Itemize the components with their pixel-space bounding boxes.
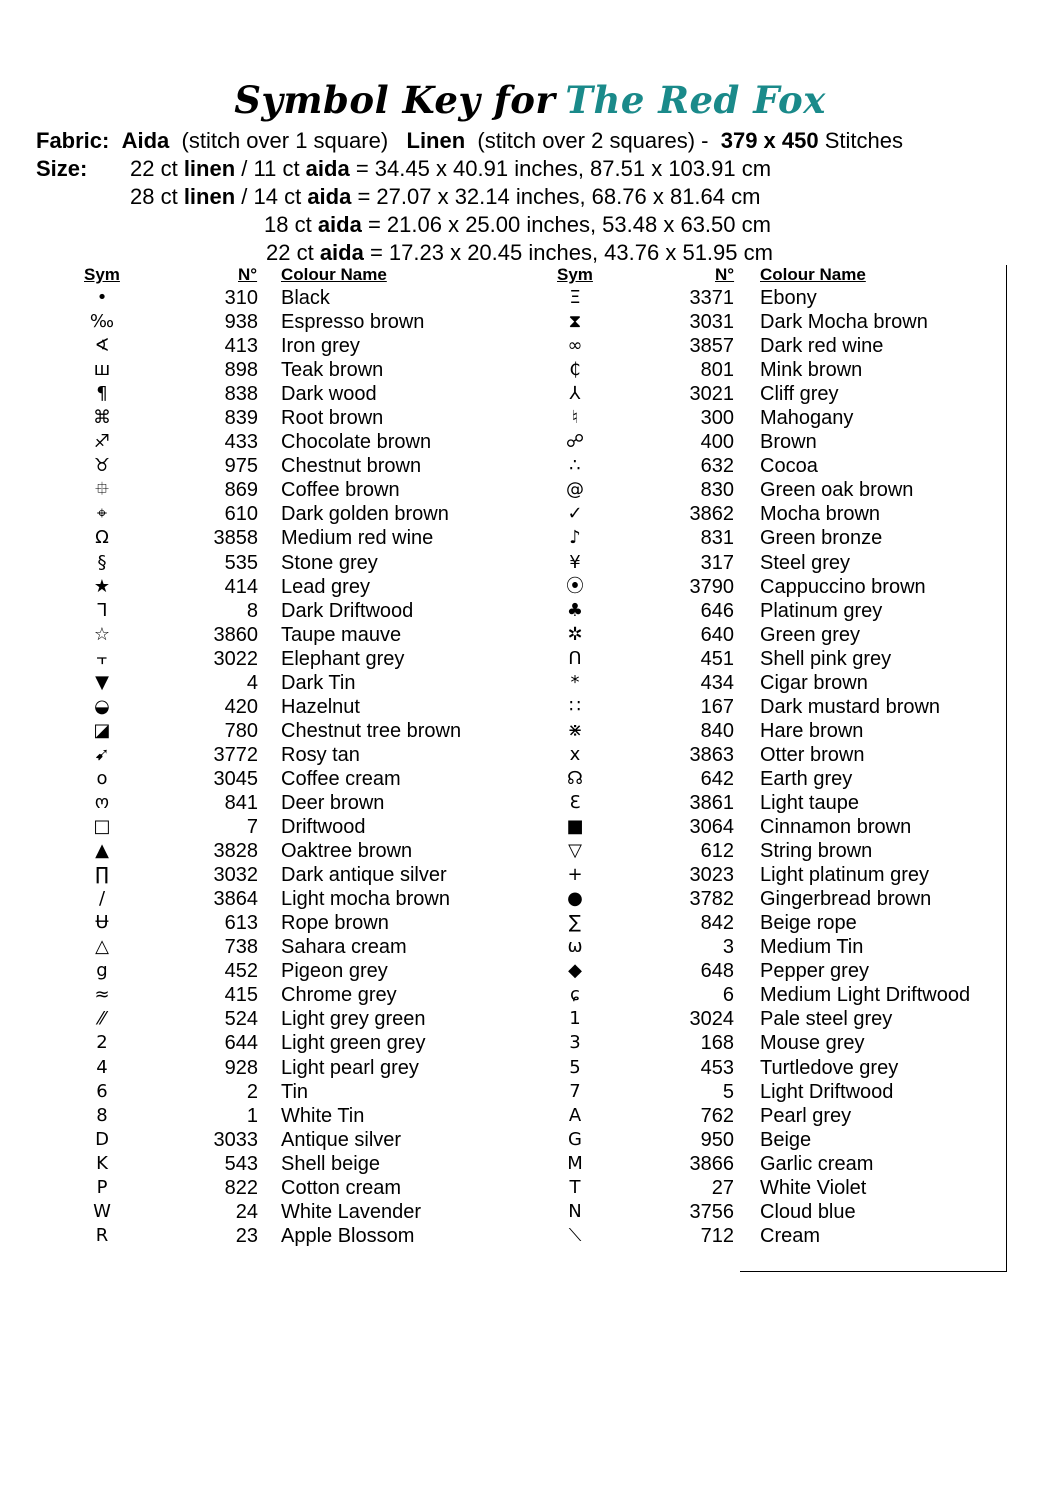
floss-number: 3021 bbox=[689, 383, 734, 406]
colour-name: Turtledove grey bbox=[760, 1056, 899, 1079]
floss-number: 822 bbox=[224, 1176, 258, 1199]
header-sym-left: Sym bbox=[84, 265, 120, 284]
colour-name: Pigeon grey bbox=[281, 960, 388, 983]
colour-name: Cream bbox=[760, 1224, 821, 1247]
symbol: ♪ bbox=[569, 527, 581, 549]
symbol: ✓ bbox=[567, 503, 583, 525]
floss-number: 3023 bbox=[689, 864, 734, 887]
symbol: ‰ bbox=[89, 311, 115, 333]
symbol: Ω bbox=[95, 527, 109, 549]
colour-name: Chestnut tree brown bbox=[281, 719, 462, 742]
floss-number: 24 bbox=[235, 1200, 258, 1223]
colour-name: Light mocha brown bbox=[281, 888, 450, 911]
symbol: ∷ bbox=[569, 695, 581, 717]
colour-name: Pepper grey bbox=[760, 960, 869, 983]
floss-number: 831 bbox=[700, 527, 734, 550]
colour-name: Cotton cream bbox=[281, 1176, 402, 1199]
colour-name: Sahara cream bbox=[281, 936, 407, 959]
title-prefix: Symbol Key for bbox=[234, 78, 556, 122]
symbol: ⅄ bbox=[569, 383, 581, 405]
colour-name: Mocha brown bbox=[760, 503, 881, 526]
symbol: * bbox=[570, 671, 580, 693]
symbol: ➹ bbox=[94, 743, 110, 765]
colour-name: Stone grey bbox=[281, 551, 378, 574]
floss-number: 738 bbox=[224, 936, 258, 959]
symbol: § bbox=[97, 551, 107, 573]
symbol: 8 bbox=[96, 1104, 108, 1126]
colour-name: Dark Tin bbox=[281, 671, 356, 694]
symbol: ♮ bbox=[571, 407, 579, 429]
symbol: ♐ bbox=[93, 431, 111, 453]
colour-name: Tin bbox=[281, 1080, 309, 1103]
colour-name: Medium red wine bbox=[281, 527, 434, 550]
colour-name: Elephant grey bbox=[281, 647, 405, 670]
floss-number: 648 bbox=[700, 960, 734, 983]
symbol: M bbox=[567, 1152, 583, 1174]
colour-name: Steel grey bbox=[760, 551, 851, 574]
symbol: □ bbox=[93, 816, 111, 838]
floss-number: 612 bbox=[700, 840, 734, 863]
symbol: ☊ bbox=[567, 767, 583, 789]
floss-number: 640 bbox=[700, 623, 734, 646]
colour-name: Pearl grey bbox=[760, 1104, 852, 1127]
symbol: ■ bbox=[566, 816, 584, 838]
symbol: Ʉ bbox=[95, 912, 109, 934]
fabric-linen-note: (stitch over 2 squares) - bbox=[477, 128, 709, 153]
floss-number: 830 bbox=[700, 479, 734, 502]
symbol: ⋇ bbox=[567, 719, 583, 741]
floss-number: 898 bbox=[224, 359, 258, 382]
symbol: T bbox=[569, 1176, 581, 1198]
colour-name: Driftwood bbox=[281, 816, 366, 839]
symbol: ≈ bbox=[94, 984, 110, 1006]
symbol: ɕ bbox=[570, 984, 580, 1006]
floss-number: 3045 bbox=[213, 767, 258, 790]
fabric-linen: Linen bbox=[406, 128, 466, 153]
symbol: ☍ bbox=[565, 431, 585, 453]
floss-number: 1 bbox=[246, 1104, 258, 1127]
symbol: ⧗ bbox=[568, 311, 582, 333]
colour-name: Beige rope bbox=[760, 912, 857, 935]
symbol: / bbox=[98, 888, 106, 910]
colour-name: Garlic cream bbox=[760, 1152, 874, 1175]
symbol: + bbox=[567, 864, 583, 886]
floss-number: 3033 bbox=[213, 1128, 258, 1151]
colour-name: Coffee cream bbox=[281, 767, 401, 790]
floss-number: 975 bbox=[224, 455, 258, 478]
symbol: ▲ bbox=[95, 840, 109, 862]
colour-name: Rosy tan bbox=[281, 743, 360, 766]
colour-name: Beige bbox=[760, 1128, 812, 1151]
fabric-aida: Aida bbox=[121, 128, 170, 153]
symbol: ⯐ bbox=[95, 479, 109, 501]
colour-name: Shell beige bbox=[281, 1152, 380, 1175]
floss-number: 524 bbox=[224, 1008, 258, 1031]
page-title bbox=[0, 78, 1060, 122]
floss-number: 644 bbox=[224, 1032, 258, 1055]
floss-number: 3031 bbox=[689, 311, 734, 334]
colour-name: Green oak brown bbox=[760, 479, 914, 502]
floss-number: 869 bbox=[224, 479, 258, 502]
symbol: R bbox=[95, 1224, 109, 1246]
floss-number: 3828 bbox=[213, 840, 258, 863]
header-name-right: Colour Name bbox=[760, 265, 866, 284]
floss-number: 168 bbox=[700, 1032, 734, 1055]
symbol: P bbox=[96, 1176, 108, 1198]
pattern-name: The Red Fox bbox=[565, 78, 826, 122]
colour-name: Otter brown bbox=[760, 743, 865, 766]
colour-name: Brown bbox=[760, 431, 817, 454]
floss-number: 3862 bbox=[689, 503, 734, 526]
floss-number: 23 bbox=[235, 1224, 258, 1247]
symbol: ★ bbox=[93, 575, 111, 597]
floss-number: 434 bbox=[700, 671, 734, 694]
size-label: Size: bbox=[36, 156, 88, 181]
colour-name: Dark Driftwood bbox=[281, 599, 414, 622]
colour-name: Earth grey bbox=[760, 767, 853, 790]
colour-name: Medium Light Driftwood bbox=[760, 984, 971, 1007]
colour-name: Espresso brown bbox=[281, 311, 425, 334]
header-num-right: N° bbox=[715, 265, 735, 284]
symbol: 4 bbox=[96, 1056, 108, 1078]
symbol: g bbox=[96, 960, 108, 982]
colour-name: Shell pink grey bbox=[760, 647, 892, 670]
symbol: ⌘ bbox=[93, 407, 111, 429]
symbol: W bbox=[93, 1200, 111, 1222]
fabric-label: Fabric: bbox=[36, 128, 110, 153]
colour-name: Dark Mocha brown bbox=[760, 311, 928, 334]
colour-name: White Tin bbox=[281, 1104, 365, 1127]
floss-number: 938 bbox=[224, 311, 258, 334]
size-line-1: 22 ct linen / 11 ct aida = 34.45 x 40.91 inches, 87.51 x 103.91 cm bbox=[130, 156, 772, 181]
symbol: ● bbox=[567, 888, 583, 910]
symbol: @ bbox=[566, 479, 584, 501]
symbol: ш bbox=[93, 359, 111, 381]
symbol: N bbox=[568, 1200, 582, 1222]
floss-number: 841 bbox=[224, 791, 258, 814]
symbol: ◪ bbox=[93, 719, 111, 741]
colour-name: Lead grey bbox=[281, 575, 370, 598]
symbol: x bbox=[569, 743, 581, 765]
floss-number: 413 bbox=[224, 335, 258, 358]
colour-name: Cliff grey bbox=[760, 383, 839, 406]
floss-number: 7 bbox=[246, 816, 258, 839]
symbol: ∑ bbox=[568, 912, 582, 934]
floss-number: 839 bbox=[224, 407, 258, 430]
symbol: ⁄⁄ bbox=[98, 1008, 105, 1030]
symbol: ▼ bbox=[95, 671, 109, 693]
floss-number: 3022 bbox=[213, 647, 258, 670]
floss-number: 3024 bbox=[689, 1008, 734, 1031]
colour-name: Teak brown bbox=[281, 359, 384, 382]
colour-name: Light platinum grey bbox=[760, 864, 929, 887]
symbol: ☆ bbox=[93, 623, 111, 645]
floss-number: 3858 bbox=[213, 527, 258, 550]
floss-number: 3863 bbox=[689, 743, 734, 766]
symbol: 1 bbox=[569, 1008, 581, 1030]
floss-number: 167 bbox=[700, 695, 734, 718]
symbol: ∴ bbox=[569, 455, 581, 477]
symbol: ♣ bbox=[566, 599, 584, 621]
symbol: ▽ bbox=[568, 840, 582, 862]
fabric-line bbox=[36, 128, 903, 154]
colour-name: Chocolate brown bbox=[281, 431, 432, 454]
stitch-label: Stitches bbox=[824, 128, 903, 153]
colour-name: Mouse grey bbox=[760, 1032, 865, 1055]
floss-number: 613 bbox=[224, 912, 258, 935]
symbol: • bbox=[96, 287, 108, 308]
colour-name: Green bronze bbox=[760, 527, 883, 550]
colour-name: Dark antique silver bbox=[281, 864, 447, 887]
floss-number: 3860 bbox=[213, 623, 258, 646]
floss-number: 452 bbox=[224, 960, 258, 983]
symbol: ◒ bbox=[94, 695, 110, 717]
symbol: ¶ bbox=[96, 383, 108, 405]
floss-number: 6 bbox=[722, 984, 734, 1007]
floss-number: 762 bbox=[700, 1104, 734, 1127]
symbol: ∞ bbox=[567, 335, 583, 357]
colour-name: Chestnut brown bbox=[281, 455, 422, 478]
floss-number: 642 bbox=[700, 767, 734, 790]
symbol: ◆ bbox=[568, 960, 582, 982]
header-sym-right: Sym bbox=[557, 265, 593, 284]
floss-number: 3857 bbox=[689, 335, 734, 358]
floss-number: 535 bbox=[224, 551, 258, 574]
colour-name: Cigar brown bbox=[760, 671, 868, 694]
floss-number: 2 bbox=[246, 1080, 258, 1103]
colour-name: Dark mustard brown bbox=[760, 695, 941, 718]
colour-name: Antique silver bbox=[281, 1128, 402, 1151]
symbol: 5 bbox=[569, 1056, 581, 1078]
colour-name: Light taupe bbox=[760, 791, 859, 814]
colour-name: Cinnamon brown bbox=[760, 816, 912, 839]
floss-number: 3866 bbox=[689, 1152, 734, 1175]
floss-number: 838 bbox=[224, 383, 258, 406]
colour-name: Deer brown bbox=[281, 791, 385, 814]
colour-name: Green grey bbox=[760, 623, 861, 646]
colour-name: Pale steel grey bbox=[760, 1008, 893, 1031]
floss-number: 801 bbox=[700, 359, 734, 382]
floss-number: 400 bbox=[700, 431, 734, 454]
symbol: 6 bbox=[96, 1080, 108, 1102]
floss-number: 3032 bbox=[213, 864, 258, 887]
floss-number: 3064 bbox=[689, 816, 734, 839]
symbol: K bbox=[96, 1152, 108, 1174]
floss-number: 610 bbox=[224, 503, 258, 526]
symbol: Ɛ bbox=[569, 791, 581, 813]
symbol: 3 bbox=[569, 1032, 581, 1054]
floss-number: 712 bbox=[700, 1224, 734, 1247]
floss-number: 4 bbox=[246, 671, 258, 694]
symbol: ⦿ bbox=[566, 575, 584, 597]
symbol: A bbox=[568, 1104, 582, 1126]
floss-number: 27 bbox=[711, 1176, 734, 1199]
fabric-aida-note: (stitch over 1 square) bbox=[181, 128, 389, 153]
colour-name: Dark wood bbox=[281, 383, 377, 406]
floss-number: 3772 bbox=[213, 743, 258, 766]
symbol: 2 bbox=[96, 1032, 108, 1054]
colour-name: Cocoa bbox=[760, 455, 818, 478]
colour-name: White Lavender bbox=[281, 1200, 422, 1223]
floss-number: 3371 bbox=[689, 287, 734, 309]
floss-number: 646 bbox=[700, 599, 734, 622]
colour-name: Ebony bbox=[760, 287, 817, 309]
colour-name: Hazelnut bbox=[281, 695, 360, 718]
colour-name: Gingerbread brown bbox=[760, 888, 932, 911]
floss-number: 317 bbox=[700, 551, 734, 574]
colour-name: Hare brown bbox=[760, 719, 864, 742]
colour-name: Dark red wine bbox=[760, 335, 884, 358]
floss-number: 950 bbox=[700, 1128, 734, 1151]
colour-name: Medium Tin bbox=[760, 936, 864, 959]
symbol: ₵ bbox=[569, 359, 581, 381]
colour-name: Rope brown bbox=[281, 912, 389, 935]
colour-name: Root brown bbox=[281, 407, 384, 430]
symbol: o bbox=[96, 767, 108, 789]
floss-number: 3756 bbox=[689, 1200, 734, 1223]
floss-number: 414 bbox=[224, 575, 258, 598]
floss-number: 3861 bbox=[689, 791, 734, 814]
symbol: ⫟ bbox=[96, 647, 108, 669]
colour-name: White Violet bbox=[760, 1176, 867, 1199]
symbol: Ξ bbox=[569, 287, 581, 308]
colour-name: Light grey green bbox=[281, 1008, 426, 1031]
colour-name: Light pearl grey bbox=[281, 1056, 419, 1079]
colour-name: Black bbox=[281, 287, 330, 309]
symbol: G bbox=[568, 1128, 582, 1150]
symbol: ∏ bbox=[95, 864, 109, 886]
stitch-count: 379 x 450 bbox=[720, 128, 819, 153]
colour-name: Cappuccino brown bbox=[760, 575, 926, 598]
symbol: ∢ bbox=[94, 335, 110, 357]
colour-name: String brown bbox=[760, 840, 873, 863]
colour-name: Taupe mauve bbox=[281, 623, 402, 646]
colour-name: Light green grey bbox=[281, 1032, 426, 1055]
colour-name: Dark golden brown bbox=[281, 503, 449, 526]
floss-number: 300 bbox=[700, 407, 734, 430]
symbol: ♉ bbox=[93, 455, 111, 477]
floss-number: 3 bbox=[722, 936, 734, 959]
header-name-left: Colour Name bbox=[281, 265, 387, 284]
size-line-3: 18 ct aida = 21.06 x 25.00 inches, 53.48 x 63.50 cm bbox=[264, 212, 771, 237]
symbol: ᑎ bbox=[568, 647, 582, 669]
symbol: 7 bbox=[569, 1080, 581, 1102]
colour-name: Iron grey bbox=[281, 335, 360, 358]
symbol: D bbox=[95, 1128, 109, 1150]
floss-number: 433 bbox=[224, 431, 258, 454]
floss-number: 780 bbox=[224, 719, 258, 742]
floss-number: 420 bbox=[224, 695, 258, 718]
floss-number: 5 bbox=[722, 1080, 734, 1103]
colour-name: Chrome grey bbox=[281, 984, 397, 1007]
floss-number: 842 bbox=[700, 912, 734, 935]
colour-name: Oaktree brown bbox=[281, 840, 413, 863]
bottom-border bbox=[740, 1271, 1007, 1272]
floss-number: 632 bbox=[700, 455, 734, 478]
symbol: ო bbox=[94, 791, 110, 813]
size-line-4: 22 ct aida = 17.23 x 20.45 inches, 43.76 x 51.95 cm bbox=[266, 240, 773, 265]
symbol: ᒣ bbox=[96, 599, 108, 621]
floss-number: 928 bbox=[224, 1056, 258, 1079]
colour-name: Coffee brown bbox=[281, 479, 400, 502]
symbol: ⟍ bbox=[568, 1224, 582, 1246]
floss-number: 8 bbox=[246, 599, 258, 622]
colour-name: Light Driftwood bbox=[760, 1080, 894, 1103]
symbol: ⌖ bbox=[96, 503, 108, 525]
colour-name: Apple Blossom bbox=[281, 1224, 415, 1247]
symbol: ¥ bbox=[569, 551, 581, 573]
floss-number: 310 bbox=[224, 287, 258, 309]
colour-name: Mahogany bbox=[760, 407, 854, 430]
floss-number: 543 bbox=[224, 1152, 258, 1175]
floss-number: 415 bbox=[224, 984, 258, 1007]
floss-number: 840 bbox=[700, 719, 734, 742]
size-line-2: 28 ct linen / 14 ct aida = 27.07 x 32.14 inches, 68.76 x 81.64 cm bbox=[130, 184, 761, 209]
floss-number: 3790 bbox=[689, 575, 734, 598]
colour-name: Mink brown bbox=[760, 359, 863, 382]
symbol: ✲ bbox=[567, 623, 583, 645]
header-num-left: N° bbox=[238, 265, 258, 284]
floss-number: 451 bbox=[700, 647, 734, 670]
colour-name: Platinum grey bbox=[760, 599, 883, 622]
symbol: △ bbox=[95, 936, 109, 958]
colour-name: Cloud blue bbox=[760, 1200, 856, 1223]
floss-number: 3864 bbox=[213, 888, 258, 911]
symbol: ω bbox=[567, 936, 583, 958]
floss-number: 3782 bbox=[689, 888, 734, 911]
right-border bbox=[1006, 265, 1007, 1272]
floss-number: 453 bbox=[700, 1056, 734, 1079]
